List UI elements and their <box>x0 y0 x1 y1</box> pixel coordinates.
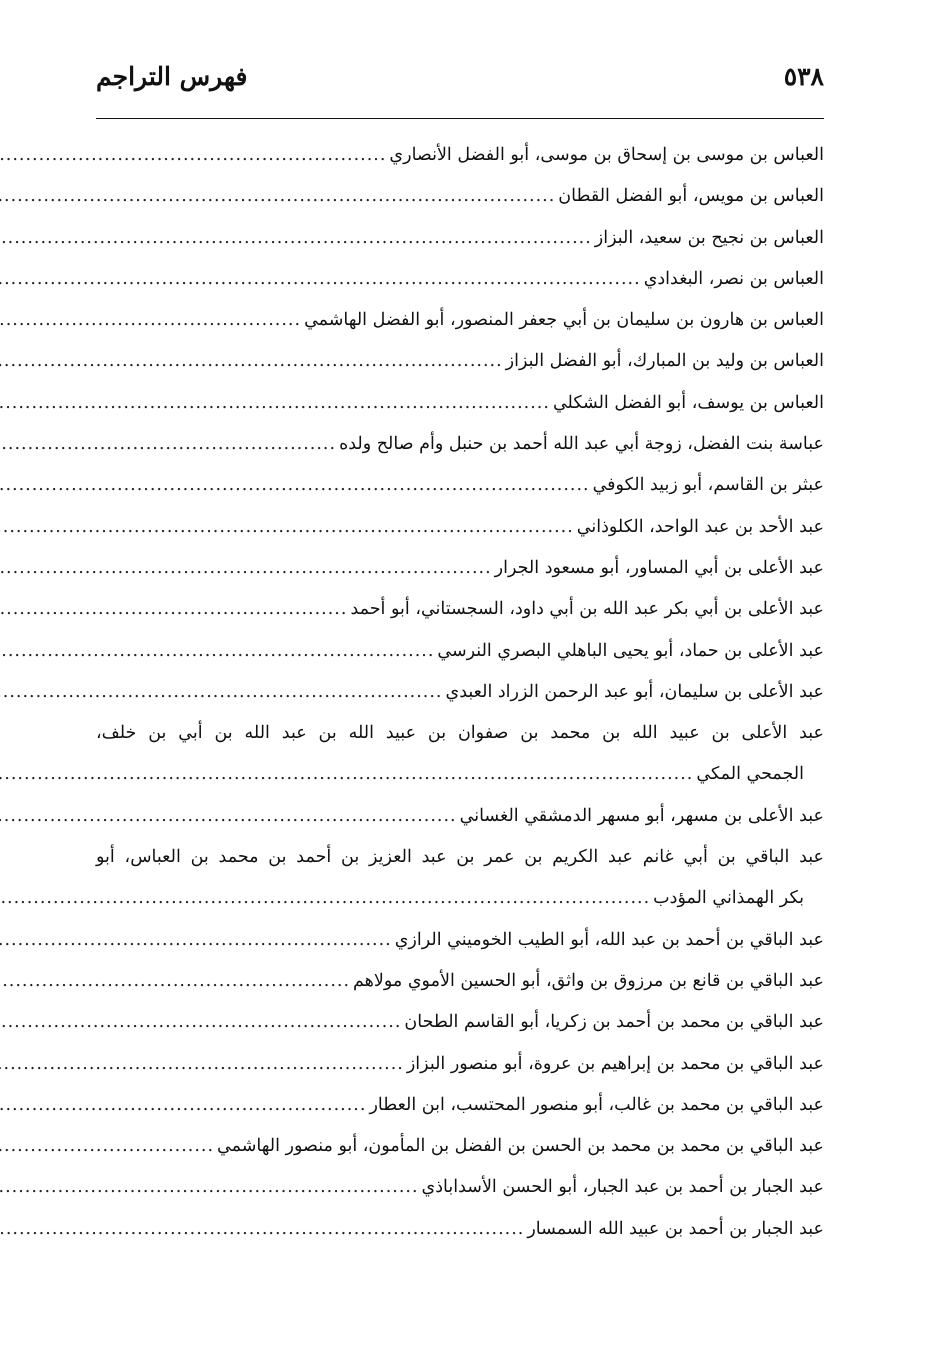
index-entry <box>96 465 824 506</box>
entry-name: عبد الباقي بن محمد بن أحمد بن زكريا، أبو القاسم الطحان <box>404 1012 824 1033</box>
leader-dots <box>0 961 350 1002</box>
entry-name: عبد الباقي بن أبي غانم عبد الكريم بن عمر بن عبد العزيز بن أحمد بن محمد بن العباس، أبو <box>96 847 824 868</box>
entry-name: عبد الأعلى بن عبيد الله بن محمد بن صفوان بن عبيد الله بن عبد الله بن أبي بن خلف، <box>96 723 824 744</box>
leader-dots <box>0 1085 366 1126</box>
entry-list <box>96 135 824 1250</box>
entry-name: عبد الأعلى بن أبي المساور، أبو مسعود الجرار <box>494 557 824 578</box>
entry-name: العباس بن وليد بن المبارك، أبو الفضل البزاز <box>505 351 824 372</box>
index-entry <box>96 920 824 961</box>
leader-dots <box>0 548 492 589</box>
entry-name: عبد الجبار بن أحمد بن عبد الجبار، أبو الحسن الأسداباذي <box>421 1177 824 1198</box>
entry-name: عبد الجبار بن أحمد بن عبيد الله السمسار <box>527 1218 824 1239</box>
leader-dots <box>0 878 650 919</box>
running-title: فهرس التراجم <box>96 62 248 91</box>
leader-dots <box>0 465 590 506</box>
leader-dots <box>0 1126 214 1167</box>
entry-name: عبد الباقي بن محمد بن غالب، أبو منصور المحتسب، ابن العطار <box>369 1094 824 1115</box>
entry-name-continuation: بكر الهمذاني المؤدب <box>653 888 804 909</box>
index-entry <box>96 1209 824 1250</box>
index-entry <box>96 218 824 259</box>
leader-dots <box>0 1002 401 1043</box>
entry-name: عبد الأعلى بن مسهر، أبو مسهر الدمشقي الغساني <box>459 805 824 826</box>
index-entry <box>96 672 824 713</box>
leader-dots <box>0 1044 404 1085</box>
leader-dots <box>0 218 592 259</box>
entry-name: العباس بن نصر، البغدادي <box>643 268 824 289</box>
entry-name: عبد الأحد بن عبد الواحد، الكلوذاني <box>576 516 824 537</box>
leader-dots <box>0 424 336 465</box>
index-entry <box>96 548 824 589</box>
entry-name: عبد الباقي بن أحمد بن عبد الله، أبو الطيب الخوميني الرازي <box>394 929 824 950</box>
entry-name: العباس بن يوسف، أبو الفضل الشكلي <box>552 392 824 413</box>
index-page <box>96 62 824 1250</box>
leader-dots <box>0 176 555 217</box>
leader-dots <box>0 796 457 837</box>
index-entry <box>96 507 824 548</box>
leader-dots <box>0 259 641 300</box>
leader-dots <box>0 1209 524 1250</box>
leader-dots <box>0 672 443 713</box>
entry-name: عبثر بن القاسم، أبو زبيد الكوفي <box>592 475 824 496</box>
index-entry <box>96 631 824 672</box>
entry-name: العباس بن مويس، أبو الفضل القطان <box>558 186 824 207</box>
entry-name: العباس بن هارون بن سليمان بن أبي جعفر المنصور، أبو الفضل الهاشمي <box>304 310 824 331</box>
leader-dots <box>0 920 392 961</box>
entry-name: عبد الباقي بن محمد بن إبراهيم بن عروة، أبو منصور البزاز <box>406 1053 824 1074</box>
entry-name: العباس بن موسى بن إسحاق بن موسى، أبو الفضل الأنصاري <box>389 145 824 165</box>
index-entry <box>96 135 824 176</box>
entry-name: عبد الأعلى بن أبي بكر عبد الله بن أبي داود، السجستاني، أبو أحمد <box>350 599 824 620</box>
index-entry <box>96 713 824 754</box>
index-entry <box>96 259 824 300</box>
entry-name-continuation: الجمحي المكي <box>696 764 804 785</box>
index-entry <box>96 1167 824 1208</box>
leader-dots <box>0 341 503 382</box>
index-entry <box>96 341 824 382</box>
entry-name: العباس بن نجيح بن سعيد، البزاز <box>594 227 824 248</box>
entry-name: عبد الباقي بن قانع بن مرزوق بن واثق، أبو الحسين الأموي مولاهم <box>353 970 824 991</box>
leader-dots <box>0 300 301 341</box>
leader-dots <box>0 631 434 672</box>
page-number: ٥٣٨ <box>783 62 824 91</box>
page-header <box>96 62 824 119</box>
leader-dots <box>0 1167 419 1208</box>
leader-dots <box>0 589 347 630</box>
entry-name: عبد الأعلى بن حماد، أبو يحيى الباهلي البصري النرسي <box>437 640 824 661</box>
index-entry <box>96 176 824 217</box>
entry-name: عبد الأعلى بن سليمان، أبو عبد الرحمن الزراد العبدي <box>445 681 824 702</box>
index-entry-continuation <box>96 878 824 919</box>
index-entry <box>96 300 824 341</box>
index-entry <box>96 961 824 1002</box>
index-entry <box>96 1085 824 1126</box>
leader-dots <box>0 754 693 795</box>
index-entry-continuation <box>96 754 824 795</box>
index-entry <box>96 796 824 837</box>
entry-name: عبد الباقي بن محمد بن محمد بن الحسن بن الفضل بن المأمون، أبو منصور الهاشمي <box>217 1136 824 1157</box>
index-entry <box>96 837 824 878</box>
index-entry <box>96 1002 824 1043</box>
index-entry <box>96 424 824 465</box>
leader-dots <box>0 383 550 424</box>
index-entry <box>96 589 824 630</box>
leader-dots <box>0 507 574 548</box>
index-entry <box>96 383 824 424</box>
index-entry <box>96 1126 824 1167</box>
index-entry <box>96 1044 824 1085</box>
leader-dots <box>0 135 386 176</box>
entry-name: عباسة بنت الفضل، زوجة أبي عبد الله أحمد بن حنبل وأم صالح ولده <box>339 434 824 455</box>
